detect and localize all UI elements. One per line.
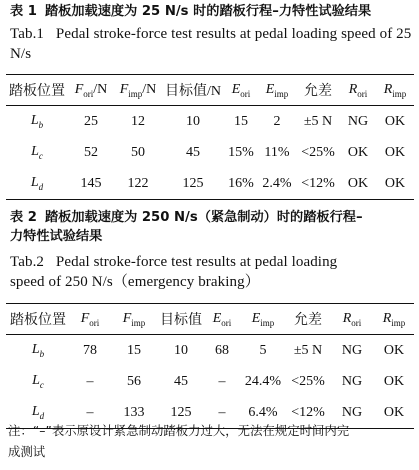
- table1: [6, 74, 414, 200]
- table2-header-rori: $R_{ori}$: [342, 310, 362, 328]
- table1-caption-cn: [10, 2, 413, 21]
- table2-cell: 6.4%: [248, 404, 278, 420]
- table1-title-cn: 踏板加载速度为 25 N/s 时的踏板行程–力特性试验结果: [44, 4, 372, 19]
- table2-cell: 78: [83, 342, 97, 358]
- table2-cell: 15: [127, 342, 141, 358]
- table2-cell: 24.4%: [244, 373, 282, 389]
- table1-row: [6, 106, 414, 138]
- table2-cell: 133: [123, 404, 145, 420]
- table2-caption-cn: [10, 208, 413, 246]
- table2-header-row: [6, 304, 414, 335]
- table2-title-en-line2: speed of 250 N/s（emergency braking）: [10, 274, 260, 290]
- table2-cell: NG: [341, 342, 363, 358]
- table2-row: [6, 366, 414, 397]
- table2-cell: ±5 N: [293, 342, 323, 358]
- table1-cell: 25: [84, 113, 98, 129]
- table1-cell: 16%: [228, 175, 254, 191]
- table2-cell: 56: [127, 373, 141, 389]
- table1-cell: 125: [182, 175, 204, 191]
- table2-cell: OK: [383, 373, 405, 389]
- table2-number-en: Tab.2: [10, 254, 45, 270]
- table1-header-position: 踏板位置: [9, 84, 65, 99]
- table1-cell: <12%: [301, 175, 335, 191]
- table1-cell: NG: [347, 113, 369, 129]
- table1-cell: 122: [127, 175, 149, 191]
- table2-cell-position: $L_d$: [31, 404, 45, 421]
- table2: [6, 303, 414, 429]
- table2-header-fimp: $F_{imp}$: [122, 310, 146, 328]
- table1-cell: OK: [384, 113, 406, 129]
- table2-cell: 5: [259, 342, 267, 358]
- table2-title-cn-line2: 力特性试验结果: [10, 229, 103, 244]
- table1-cell: 145: [80, 175, 102, 191]
- table1-cell: OK: [384, 144, 406, 160]
- table2-cell: –: [86, 373, 94, 389]
- table1-header-fori: $F_{ori}/N$: [74, 81, 108, 99]
- table1-cell: OK: [347, 175, 369, 191]
- table1-cell: 45: [186, 144, 200, 160]
- table1-cell: <25%: [301, 144, 335, 160]
- table1-number-en: Tab.1: [10, 26, 45, 42]
- table2-cell: 68: [215, 342, 229, 358]
- table1-cell: 15%: [228, 144, 254, 160]
- table-note: [8, 420, 411, 462]
- table2-header-eimp: $E_{imp}$: [251, 310, 275, 328]
- table2-cell: OK: [383, 404, 405, 420]
- table1-cell-position: $L_d$: [30, 175, 44, 192]
- table1-cell: 15: [234, 113, 248, 129]
- table1-header-eori: $E_{ori}$: [231, 81, 251, 99]
- table2-header-eori: $E_{ori}$: [212, 310, 232, 328]
- table2-cell: NG: [341, 404, 363, 420]
- table1-caption-en: [10, 24, 413, 64]
- table2-cell: 10: [174, 342, 188, 358]
- table1-cell: 50: [131, 144, 145, 160]
- table1-header-tolerance: 允差: [304, 84, 332, 99]
- table2-cell: OK: [383, 342, 405, 358]
- table1-header-eimp: $E_{imp}$: [265, 81, 289, 99]
- table1-cell: 52: [84, 144, 98, 160]
- table1-cell: ±5 N: [303, 113, 333, 129]
- table2-row: [6, 335, 414, 367]
- table1-header-rimp: $R_{imp}$: [383, 81, 407, 99]
- table1-title-en: Pedal stroke-force test results at pedal loading speed of 25 N/s: [10, 26, 412, 62]
- table2-header-rimp: $R_{imp}$: [382, 310, 406, 328]
- table2-cell-position: $L_c$: [32, 373, 44, 390]
- table2-cell-position: $L_b$: [31, 342, 45, 359]
- table2-header-target: 目标值: [160, 313, 202, 328]
- table1-number-cn: 表 1: [10, 4, 37, 19]
- table2-cell: <25%: [291, 373, 325, 389]
- table1-cell: 2: [273, 113, 281, 129]
- table2-cell: –: [218, 404, 226, 420]
- table1-cell: 12: [131, 113, 145, 129]
- table2-cell: –: [218, 373, 226, 389]
- table2-number-cn: 表 2: [10, 210, 37, 225]
- table1-row: [6, 137, 414, 168]
- table1-cell-position: $L_c$: [31, 144, 43, 161]
- table2-title-cn-line1: 踏板加载速度为 250 N/s（紧急制动）时的踏板行程–: [44, 210, 363, 225]
- table1-header-target: 目标值/N: [165, 84, 221, 99]
- note-line2: 成测试: [8, 444, 46, 459]
- table1-cell: OK: [347, 144, 369, 160]
- table1-cell-position: $L_b$: [30, 113, 44, 130]
- note-line1: 注：“–”表示原设计紧急制动踏板力过大，无法在规定时间内完: [8, 423, 350, 438]
- table1-cell: 10: [186, 113, 200, 129]
- table2-cell: NG: [341, 373, 363, 389]
- table1-header-fimp: $F_{imp}/N$: [119, 81, 157, 99]
- table2-cell: –: [86, 404, 94, 420]
- table2-cell: 125: [170, 404, 192, 420]
- table2-header-fori: $F_{ori}$: [80, 310, 100, 328]
- table1-cell: OK: [384, 175, 406, 191]
- table1-header-row: [6, 75, 414, 106]
- table1-header-rori: $R_{ori}$: [348, 81, 368, 99]
- table1-cell: 11%: [264, 144, 290, 160]
- table2-cell: <12%: [291, 404, 325, 420]
- table1-row: [6, 168, 414, 200]
- table2-header-position: 踏板位置: [10, 313, 66, 328]
- table2-title-en-line1: Pedal stroke-force test results at pedal loading: [55, 254, 338, 270]
- table1-cell: 2.4%: [262, 175, 292, 191]
- table2-cell: 45: [174, 373, 188, 389]
- table2-caption-en: [10, 252, 413, 292]
- table2-header-tolerance: 允差: [294, 313, 322, 328]
